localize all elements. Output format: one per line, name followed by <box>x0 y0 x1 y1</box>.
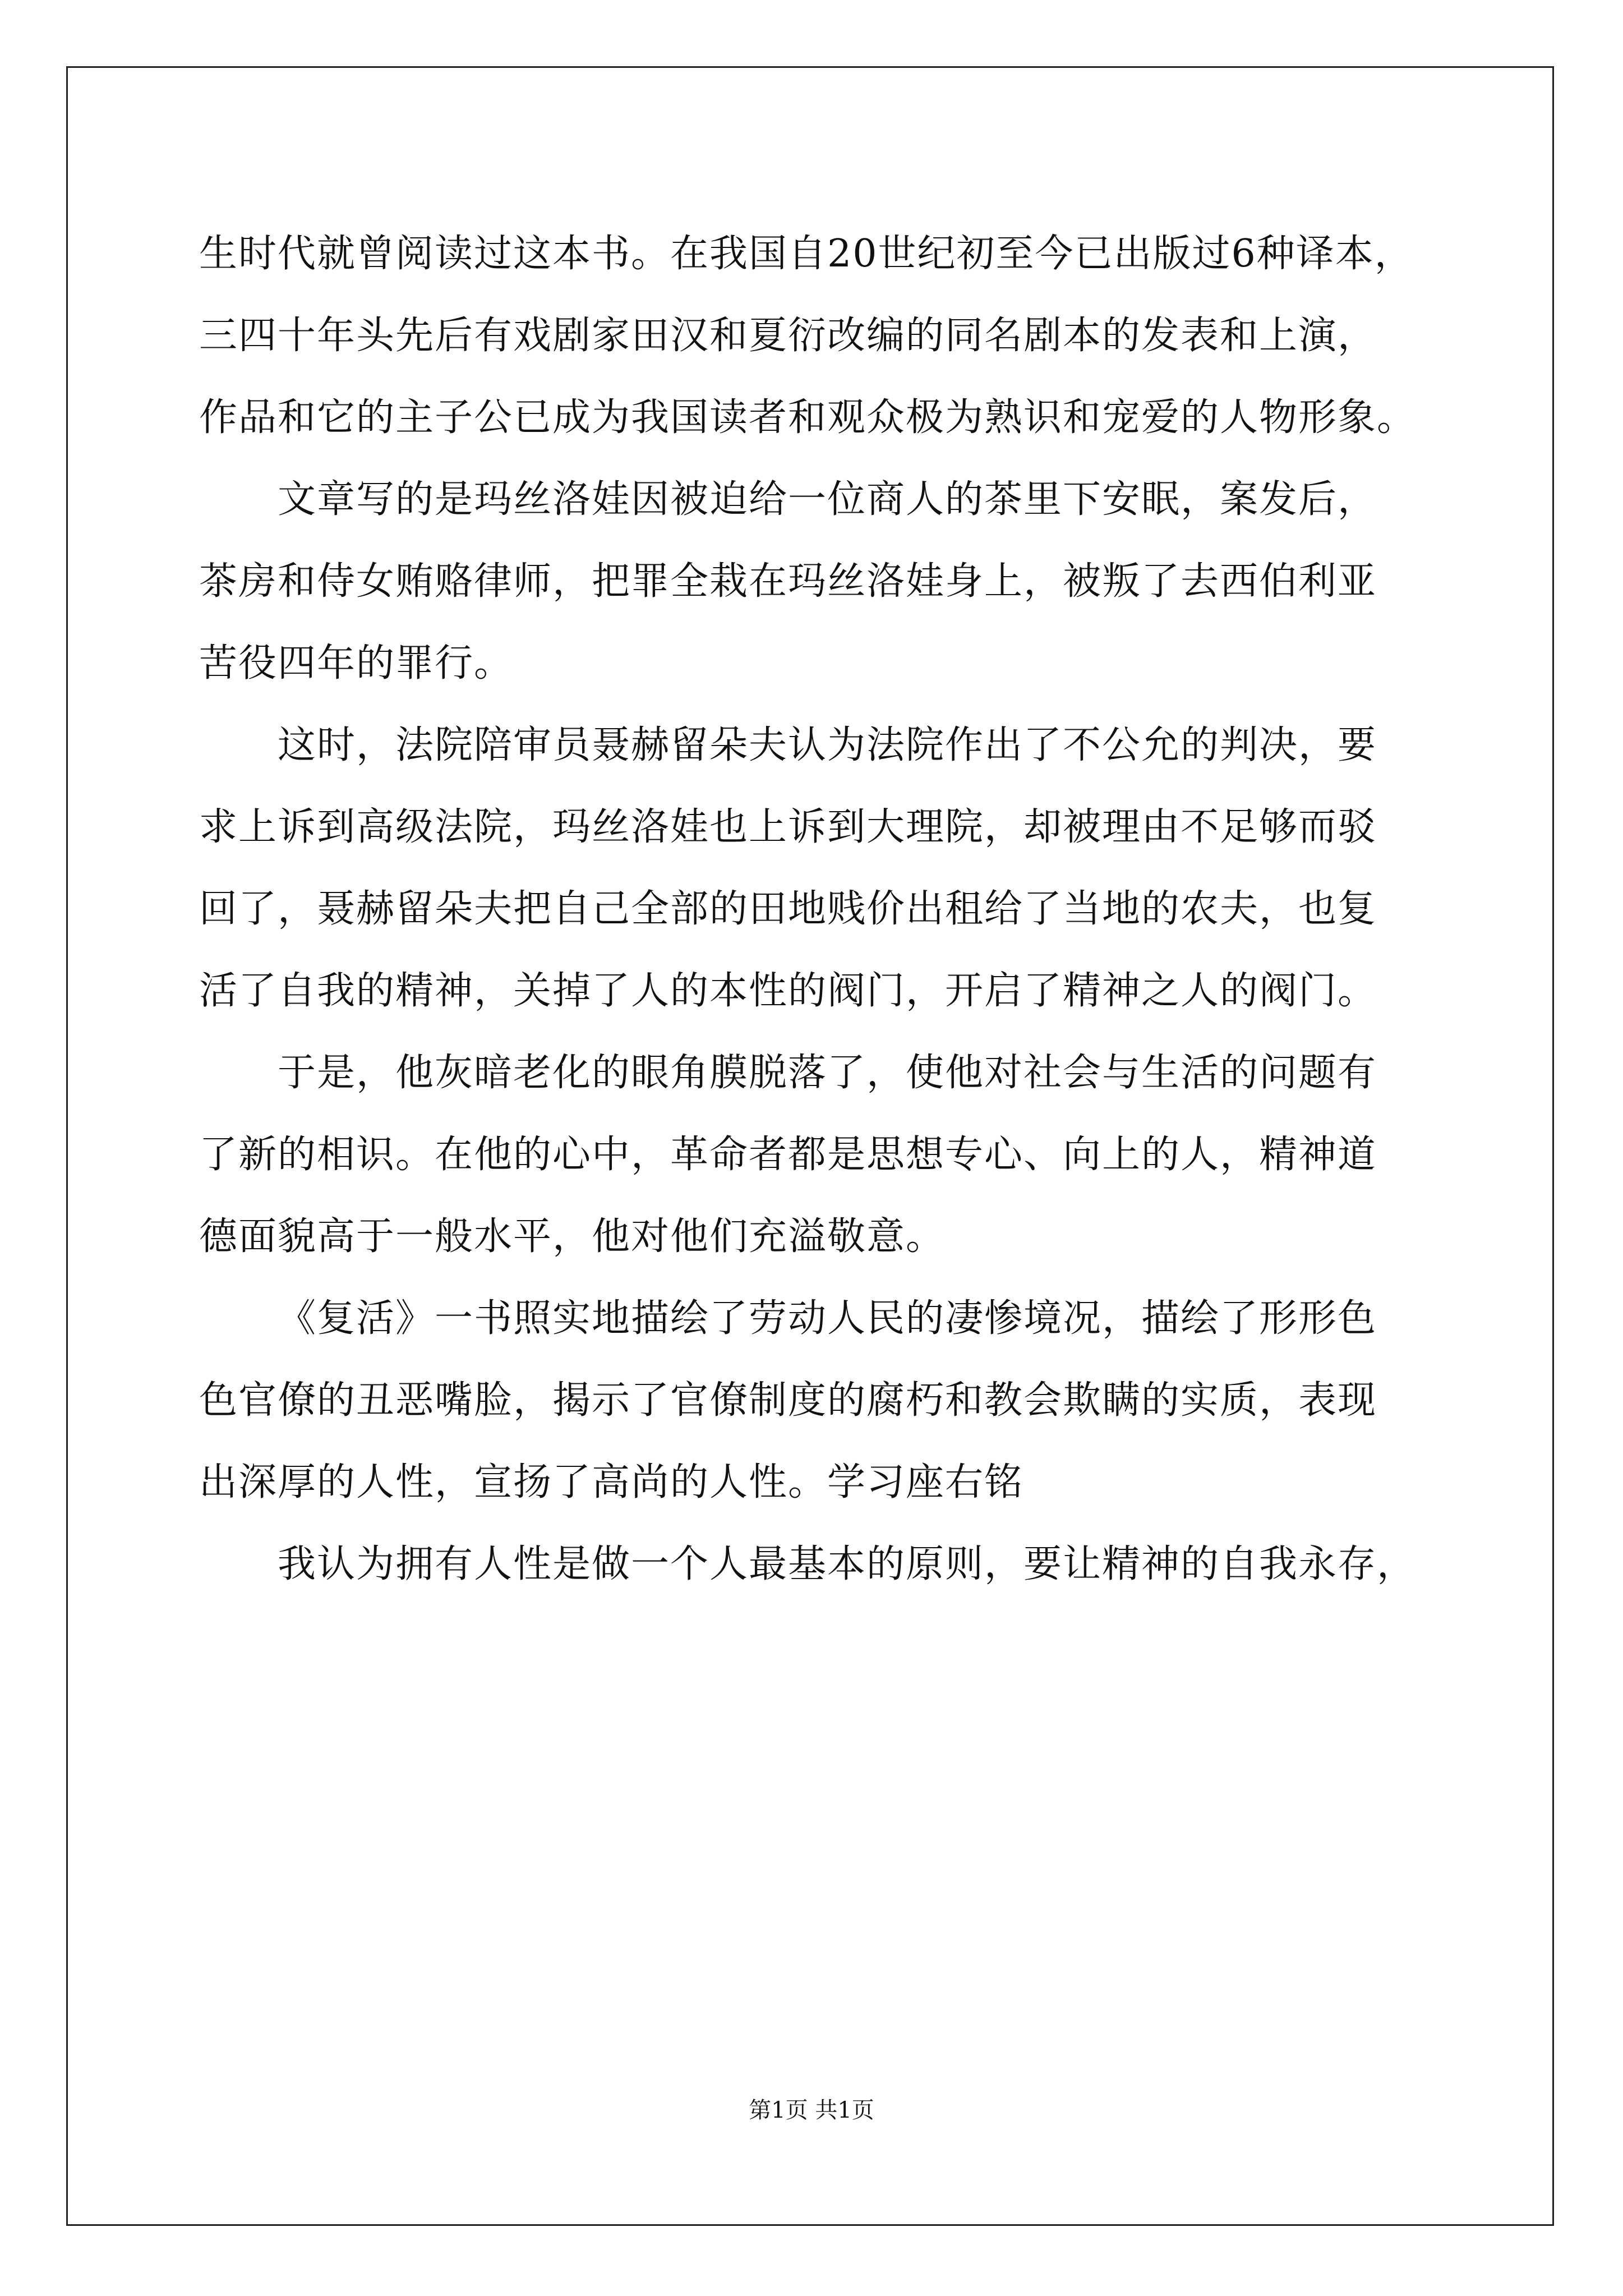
text-line: 《复活》一书照实地描绘了劳动人民的凄惨境况，描绘了形形色 <box>278 1296 1377 1341</box>
text-line: 我认为拥有人性是做一个人最基本的原则，要让精神的自我永存， <box>278 1542 1417 1586</box>
text-line: 回了，聂赫留朵夫把自己全部的田地贱价出租给了当地的农夫，也复 <box>199 887 1377 931</box>
text-line: 活了自我的精神，关掉了人的本性的阀门，开启了精神之人的阀门。 <box>199 969 1377 1013</box>
page-number-footer: 第1页 共1页 <box>749 2097 874 2123</box>
text-line: 求上诉到高级法院，玛丝洛娃也上诉到大理院，却被理由不足够而驳 <box>199 805 1377 849</box>
text-line: 作品和它的主子公已成为我国读者和观众极为熟识和宠爱的人物形象。 <box>199 395 1417 440</box>
text-line: 生时代就曾阅读过这本书。在我国自20世纪初至今已出版过6种译本， <box>199 232 1414 276</box>
text-line: 色官僚的丑恶嘴脸，揭示了官僚制度的腐朽和教会欺瞒的实质，表现 <box>199 1378 1377 1423</box>
text-line: 茶房和侍女贿赂律师，把罪全栽在玛丝洛娃身上，被叛了去西伯利亚 <box>199 559 1377 604</box>
text-line: 文章写的是玛丝洛娃因被迫给一位商人的茶里下安眠，案发后， <box>278 477 1377 522</box>
text-line: 这时，法院陪审员聂赫留朵夫认为法院作出了不公允的判决，要 <box>278 723 1377 767</box>
text-line: 德面貌高于一般水平，他对他们充溢敬意。 <box>199 1214 946 1259</box>
text-line: 三四十年头先后有戏剧家田汉和夏衍改编的同名剧本的发表和上演， <box>199 314 1377 358</box>
text-line: 苦役四年的罪行。 <box>199 641 514 685</box>
text-line: 出深厚的人性，宣扬了高尚的人性。学习座右铭 <box>199 1460 1024 1504</box>
document-body <box>199 213 1433 1605</box>
text-line: 了新的相识。在他的心中，革命者都是思想专心、向上的人，精神道 <box>199 1133 1377 1177</box>
text-line: 于是，他灰暗老化的眼角膜脱落了，使他对社会与生活的问题有 <box>278 1051 1377 1095</box>
